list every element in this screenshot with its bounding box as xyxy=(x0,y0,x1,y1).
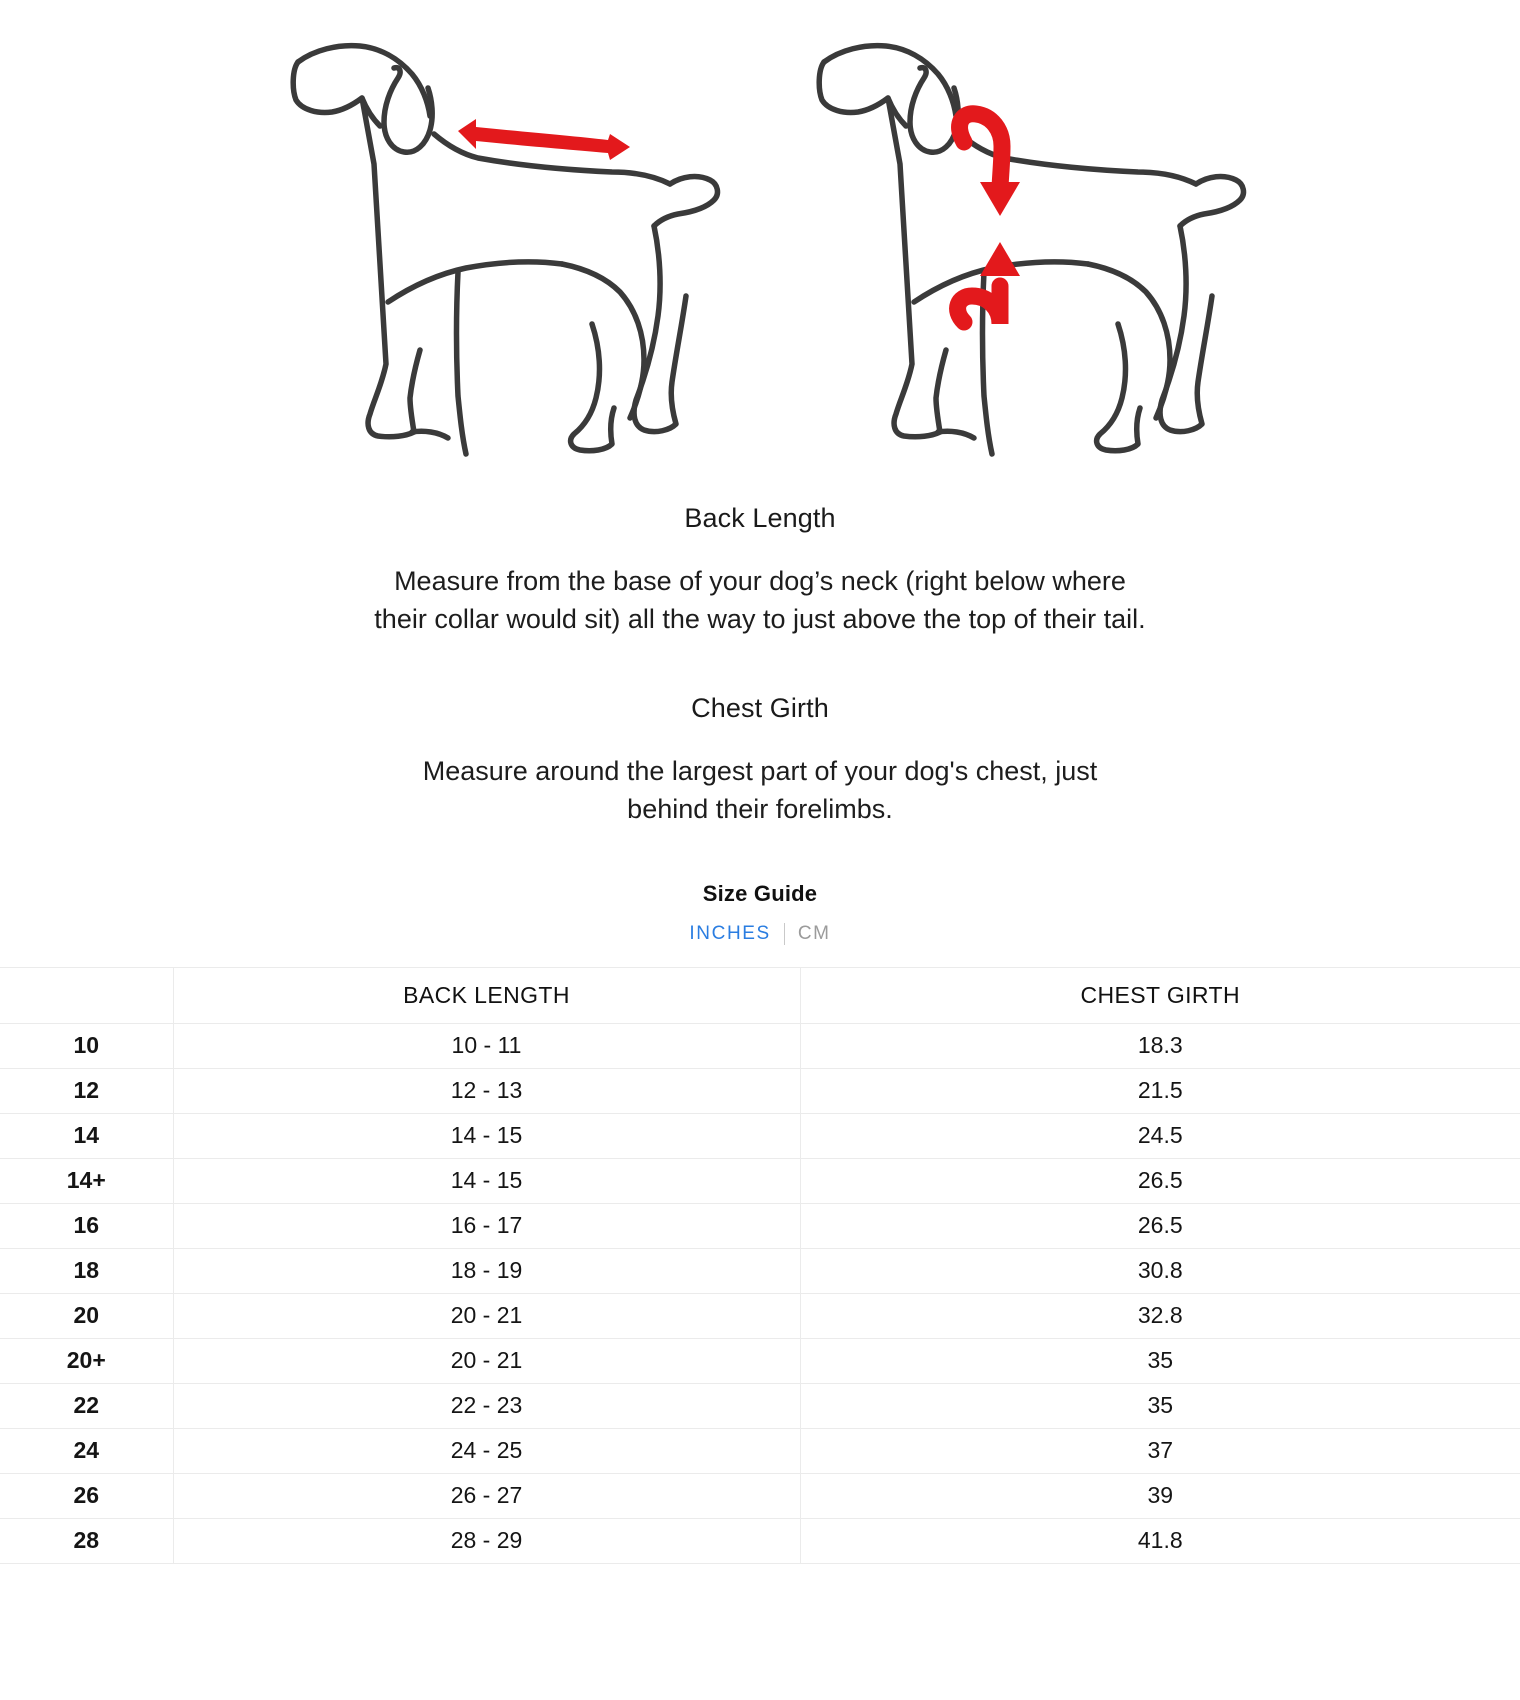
cell-back-length: 14 - 15 xyxy=(173,1113,800,1158)
size-guide-table xyxy=(0,967,1520,1564)
table-row xyxy=(0,1203,1520,1248)
table-row xyxy=(0,1383,1520,1428)
unit-option-inches[interactable]: INCHES xyxy=(689,923,771,945)
chest-girth-heading: Chest Girth xyxy=(691,693,829,724)
cell-chest-girth: 26.5 xyxy=(800,1158,1520,1203)
cell-back-length: 10 - 11 xyxy=(173,1023,800,1068)
back-length-arrow xyxy=(458,119,630,160)
cell-chest-girth: 21.5 xyxy=(800,1068,1520,1113)
cell-chest-girth: 41.8 xyxy=(800,1518,1520,1563)
cell-back-length: 14 - 15 xyxy=(173,1158,800,1203)
chest-girth-description-line-2: behind their forelimbs. xyxy=(627,794,893,825)
cell-back-length: 16 - 17 xyxy=(173,1203,800,1248)
cell-chest-girth: 39 xyxy=(800,1473,1520,1518)
measurement-instructions xyxy=(0,502,1520,945)
table-row xyxy=(0,1518,1520,1563)
table-row xyxy=(0,1158,1520,1203)
cell-size: 10 xyxy=(0,1023,173,1068)
table-row xyxy=(0,1248,1520,1293)
back-length-description xyxy=(40,562,1480,639)
cell-size: 12 xyxy=(0,1068,173,1113)
table-row xyxy=(0,1293,1520,1338)
cell-size: 20+ xyxy=(0,1338,173,1383)
cell-size: 18 xyxy=(0,1248,173,1293)
cell-size: 14+ xyxy=(0,1158,173,1203)
cell-chest-girth: 35 xyxy=(800,1383,1520,1428)
back-length-description-line-2: their collar would sit) all the way to just above the top of their tail. xyxy=(374,604,1146,635)
chest-girth-dog-illustration xyxy=(788,24,1258,464)
cell-chest-girth: 30.8 xyxy=(800,1248,1520,1293)
table-header-row xyxy=(0,967,1520,1023)
cell-chest-girth: 32.8 xyxy=(800,1293,1520,1338)
cell-size: 26 xyxy=(0,1473,173,1518)
cell-chest-girth: 37 xyxy=(800,1428,1520,1473)
unit-toggle[interactable] xyxy=(40,923,1480,945)
cell-chest-girth: 18.3 xyxy=(800,1023,1520,1068)
cell-size: 24 xyxy=(0,1428,173,1473)
cell-back-length: 18 - 19 xyxy=(173,1248,800,1293)
cell-back-length: 28 - 29 xyxy=(173,1518,800,1563)
measurement-illustrations xyxy=(0,0,1520,480)
cell-back-length: 20 - 21 xyxy=(173,1293,800,1338)
chest-girth-description-line-1: Measure around the largest part of your dog's chest, just xyxy=(422,756,1098,787)
back-length-heading: Back Length xyxy=(684,503,836,533)
header-chest-girth: CHEST GIRTH xyxy=(800,967,1520,1023)
cell-back-length: 22 - 23 xyxy=(173,1383,800,1428)
cell-size: 20 xyxy=(0,1293,173,1338)
cell-back-length: 24 - 25 xyxy=(173,1428,800,1473)
table-row xyxy=(0,1113,1520,1158)
table-row xyxy=(0,1068,1520,1113)
size-table-head xyxy=(0,967,1520,1023)
cell-back-length: 26 - 27 xyxy=(173,1473,800,1518)
size-table-container xyxy=(0,967,1520,1564)
back-length-description-line-1: Measure from the base of your dog’s neck (right below where xyxy=(394,565,1126,596)
cell-size: 22 xyxy=(0,1383,173,1428)
table-row xyxy=(0,1023,1520,1068)
cell-back-length: 20 - 21 xyxy=(173,1338,800,1383)
cell-chest-girth: 24.5 xyxy=(800,1113,1520,1158)
cell-size: 14 xyxy=(0,1113,173,1158)
cell-chest-girth: 26.5 xyxy=(800,1203,1520,1248)
size-guide-title: Size Guide xyxy=(702,880,818,906)
table-row xyxy=(0,1428,1520,1473)
cell-chest-girth: 35 xyxy=(800,1338,1520,1383)
size-table-body xyxy=(0,1023,1520,1563)
chest-girth-description xyxy=(40,752,1480,829)
chest-girth-arrow xyxy=(958,114,1020,324)
back-length-dog-illustration xyxy=(262,24,732,464)
unit-option-cm[interactable]: CM xyxy=(797,923,831,945)
cell-size: 16 xyxy=(0,1203,173,1248)
cell-size: 28 xyxy=(0,1518,173,1563)
header-back-length: BACK LENGTH xyxy=(173,967,800,1023)
header-size xyxy=(0,967,173,1023)
table-row xyxy=(0,1338,1520,1383)
cell-back-length: 12 - 13 xyxy=(173,1068,800,1113)
table-row xyxy=(0,1473,1520,1518)
